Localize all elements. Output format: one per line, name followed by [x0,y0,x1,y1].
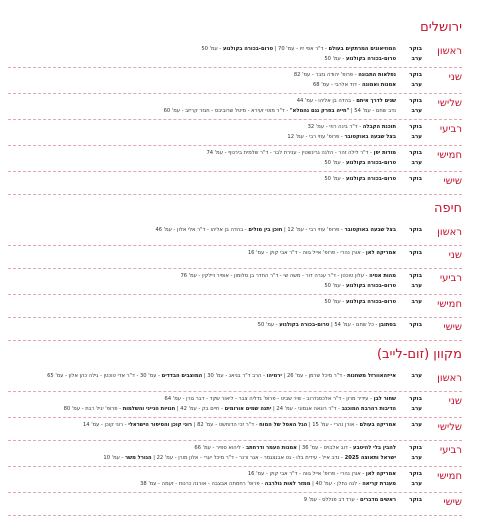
event-details: - פרופ' יגיל רבת - עמ' 80 [63,406,123,412]
event-title[interactable]: תוכנת הקבלה [362,124,396,130]
event-details: - ד"ר אפי זיו - עמ' 70 | [273,46,329,52]
day-name: שישי [443,322,462,333]
day-row [8,369,462,392]
day-name: חמישי [437,299,462,310]
event-title[interactable]: אמנות העמר ודרחתב [245,445,297,451]
slot-time-label: בוקר [409,445,422,451]
slot-events [8,248,396,258]
time-slot [8,248,422,258]
time-slot [8,96,422,106]
time-slot [8,443,422,453]
slot-time-label: ערב [411,481,422,487]
day-row [8,441,462,467]
time-slot [8,106,422,116]
event-details: - חיים בק - עמ' 42 | [175,406,225,412]
event-details: - כל שחם - עמ' 54 | [329,322,380,328]
event-details: - בהדה בן אליהו - ד"ר אלי אלון - עמ' 46 [155,227,249,233]
event-details: - עמ' 30 - ד"ר אדי טוכטן - גילה כהן אלון - עמ' 65 [47,373,162,379]
time-slot [8,297,422,307]
event-title[interactable]: מודות יפן [373,150,396,156]
event-details: - אורן נהרי - עמ' 15 | [307,422,360,428]
slot-time-label: ערב [411,373,422,379]
event-title[interactable]: ראשים מדברים [359,497,396,503]
day-row [8,68,462,94]
slot-time-label: בוקר [409,227,422,233]
event-title[interactable]: ישראל ותאוצה 2025 [344,455,396,461]
event-title[interactable]: הגורל משר [125,455,152,461]
day-row [8,172,462,195]
event-title[interactable]: טרום-בכורה בקולנוע [345,283,396,289]
event-details: - ד"ר מוטי זעירא - מיטל שרוביבס - חגזר קריזב - עמ' 60 [163,108,290,114]
time-slot [8,394,422,404]
time-slots [8,122,422,142]
time-slots [8,469,422,489]
time-slots [8,225,422,235]
time-slots [8,297,422,307]
event-title[interactable]: בצל שבעה באוקטובר [344,227,396,233]
day-name: שישי [443,497,462,508]
event-details: - פרופ' יהודה גזבר - עמ' 82 [293,72,359,78]
slot-time-label: ערב [411,299,422,305]
slot-time-label: בוקר [409,98,422,104]
slot-events [8,420,396,430]
slot-time-label: ערב [411,406,422,412]
day-name: שלישי [437,422,462,433]
event-details: - פרופ' עוזי רבי - עמ' 12 [287,134,345,140]
event-title[interactable]: אמריקה לאן [365,250,396,256]
time-slot [8,271,422,281]
event-details: - בהדה בן אליהו - עמ' 44 [296,98,357,104]
time-slots [8,371,422,381]
day-name: רביעי [439,273,462,284]
section-title: חיפה [433,201,462,216]
event-details: - עמ' 50 [324,283,346,289]
section-title: מקוון (זום-לייב) [376,347,462,362]
slot-events [8,132,396,142]
slot-time-label: בוקר [409,471,422,477]
time-slots [8,394,422,414]
event-details: - עמ' 50 [324,299,346,305]
day-row [8,246,462,269]
event-details: - ערד דב פנללס - עמ' 9 [303,497,360,503]
day-row [8,493,462,516]
day-row [8,269,462,295]
event-title[interactable]: חנויות הנייני והשלמות [122,406,176,412]
time-slots [8,495,422,505]
event-title[interactable]: להבין בלי להיטבע [353,445,396,451]
event-title[interactable]: טרום-בכורה בקולנוע [345,56,396,62]
time-slots [8,70,422,90]
slot-events [8,106,396,116]
slot-events [8,158,396,168]
event-details: - עמ' 50 [324,56,346,62]
slot-time-label: בוקר [409,250,422,256]
day-name: ראשון [437,46,462,57]
event-details: - עמ' 50 [324,176,346,182]
day-row [8,418,462,441]
slot-events [8,404,396,414]
day-row [8,223,462,246]
time-slot [8,54,422,64]
event-details: - פרופ' רחמתה אבצבה - אורנה כרנות - זעמה - עמ' 38 [140,481,265,487]
event-details: - אורן נהרי - פרופ' אייל גווה - ד"ר אבי קוק - עמ' 16 [247,250,366,256]
event-title[interactable]: חוכן בין מולים [248,227,283,233]
event-title[interactable]: המוזיאונים המרתקים בעולם [328,46,396,52]
event-title[interactable]: טרום-בכורה בקולנוע [222,46,273,52]
event-title[interactable]: הדיבות רהרבת המוכנב [341,406,396,412]
day-row [8,120,462,146]
slot-time-label: בוקר [409,124,422,130]
event-details: - עידיר מרון - ד"ר אלכסנדרוב - שיר שביט - פרופ' גדליה צבר - ליאור שקד - דבר גורן - עמ' 64 [164,396,374,402]
time-slot [8,495,422,505]
time-slot [8,148,422,158]
event-details: - אורן נהרי - פרופ' אייל גווה - ד"ר אבי קוק - עמ' 16 [247,471,366,477]
time-slot [8,479,422,489]
event-title[interactable]: שנים לדרך איתם [356,98,396,104]
day-name: שלישי [437,98,462,109]
slot-events [8,297,396,307]
slot-time-label: בוקר [409,72,422,78]
day-name: שני [448,250,462,261]
slot-events [8,148,396,158]
slot-events [8,453,396,463]
event-title[interactable]: "חייה בפרק נגם נהמלא" [289,108,350,114]
event-title[interactable]: אמריקה בעולם [359,422,396,428]
event-title[interactable]: רוני קוכן והסיפור הישראלי [128,422,193,428]
slot-events [8,96,396,106]
time-slots [8,320,422,330]
slot-events [8,271,396,281]
time-slot [8,371,422,381]
day-row [8,467,462,493]
event-title[interactable]: נפלאות התבונה [358,72,396,78]
event-title[interactable]: בצל שבעה באוקטובר [344,134,396,140]
time-slots [8,174,422,184]
time-slots [8,248,422,258]
slot-time-label: ערב [411,56,422,62]
day-name: חמישי [437,471,462,482]
slot-events [8,80,396,90]
slot-time-label: ערב [411,422,422,428]
time-slot [8,420,422,430]
time-slots [8,44,422,64]
event-details: נדב שחם - עמ' 54 | [349,108,396,114]
day-row [8,318,462,341]
slot-events [8,495,396,505]
event-details: - רוני קוכן - עמ' 14 [82,422,129,428]
day-name: חמישי [437,150,462,161]
event-details: - ד"ר מיכל שרמן - עמ' 26 | [281,373,348,379]
event-title[interactable]: ממזר לאות נולרבה [264,481,311,487]
event-title[interactable]: הגל האפל של המוח [259,422,308,428]
slot-time-label: ערב [411,455,422,461]
slot-events [8,54,396,64]
day-name: ראשון [437,227,462,238]
time-slots [8,271,422,291]
time-slot [8,453,422,463]
event-details: - ליהוא ספיר - עמ' 66 [194,445,246,451]
event-title[interactable]: טרום-בכורה בקולנוע [345,160,396,166]
event-title[interactable]: מהות אסיה [369,273,396,279]
day-name: רביעי [439,445,462,456]
event-details: - ד"ר בינה רוזי - עמ' 32 [307,124,363,130]
slot-time-label: בוקר [409,322,422,328]
time-slot [8,320,422,330]
event-details: - נדב איל - עידית בלו - גט אבנצגמר - אגר ורנר - ד"ר מיכל יערי - אלון מורן - עמ' 22 | [151,455,345,461]
slot-events [8,394,396,404]
day-name: ראשון [437,373,462,384]
slot-time-label: ערב [411,134,422,140]
time-slot [8,404,422,414]
event-title[interactable]: אמנות ואמונה [361,82,396,88]
day-name: רביעי [439,124,462,135]
event-details: - דוד אלרבי - עמ' 68 [312,82,362,88]
event-details: - עלון טוכטן - ד"ר ענרה דור - משה שי - ד"ר החדר בן סלומון - אופיר ויילקין - עמ' 76 [180,273,370,279]
event-details: - לנה נחלן - עמ' 40 | [310,481,363,487]
slot-events [8,469,396,479]
event-title[interactable]: אייזהאוורזל משחנות [347,373,396,379]
event-title[interactable]: המוצבים הבדדים [161,373,203,379]
day-row [8,295,462,318]
event-details: - עמ' 50 [201,46,223,52]
event-details: - עמ' 10 [103,455,126,461]
event-details: - דוב אלבויס - עמ' 36 | [296,445,353,451]
event-title[interactable]: טרום-בכורה בקולנוע [345,299,396,305]
slot-events [8,320,396,330]
time-slot [8,158,422,168]
day-row [8,146,462,172]
time-slot [8,174,422,184]
slot-events [8,70,396,80]
event-title[interactable]: שחור לבן [373,396,396,402]
slot-time-label: ערב [411,108,422,114]
slot-time-label: ערב [411,82,422,88]
event-details: - עמ' 50 [257,322,280,328]
slot-time-label: בוקר [409,396,422,402]
day-row [8,94,462,120]
event-details: - ד"ר זכי הדוחשט - עמ' 82 | [192,422,260,428]
time-slot [8,80,422,90]
day-row [8,42,462,68]
event-title[interactable]: טרום-בכורה בקולנוע [345,176,396,182]
day-name: שני [448,72,462,83]
slot-events [8,122,396,132]
slot-time-label: ערב [411,283,422,289]
time-slot [8,122,422,132]
event-details: - ד"ר רונאה אגמוני - עמ' 24 | [271,406,342,412]
event-title[interactable]: אמריקה לאן [365,471,396,477]
event-details: - הרב ד"ר בניאג - עמ' 30 | [202,373,267,379]
time-slots [8,96,422,116]
time-slot [8,469,422,479]
slot-events [8,174,396,184]
slot-events [8,281,396,291]
time-slots [8,148,422,168]
event-details: - פרופ' עוזי רבי - עמ' 12 | [282,227,345,233]
event-details: - ד"ר לילה זהר - הלנה גרינשטין - ענירת לבר - ד"ר שלמית בירנוף - עמ' 74 [206,150,374,156]
slot-time-label: בוקר [409,497,422,503]
slot-time-label: בוקר [409,46,422,52]
time-slot [8,132,422,142]
section-title: ירושלים [420,20,462,35]
time-slots [8,443,422,463]
time-slot [8,225,422,235]
slot-time-label: בוקר [409,273,422,279]
slot-time-label: בוקר [409,176,422,182]
event-title[interactable]: יתנה שמים אורומים [224,406,272,412]
event-title[interactable]: ירמיהו [266,373,282,379]
time-slot [8,281,422,291]
day-row [8,392,462,418]
event-title[interactable]: מעגרת קריאה [362,481,396,487]
slot-events [8,225,396,235]
day-name: שישי [443,176,462,187]
slot-events [8,371,396,381]
slot-time-label: בוקר [409,150,422,156]
time-slots [8,420,422,430]
event-details: - עמ' 50 [324,160,346,166]
event-title[interactable]: טרום-בכורה בקולנוע [279,322,330,328]
slot-events [8,479,396,489]
day-name: שני [448,396,462,407]
slot-events [8,443,396,453]
slot-events [8,44,396,54]
time-slot [8,70,422,80]
time-slot [8,44,422,54]
slot-time-label: ערב [411,160,422,166]
event-title[interactable]: בסתובן [379,322,396,328]
